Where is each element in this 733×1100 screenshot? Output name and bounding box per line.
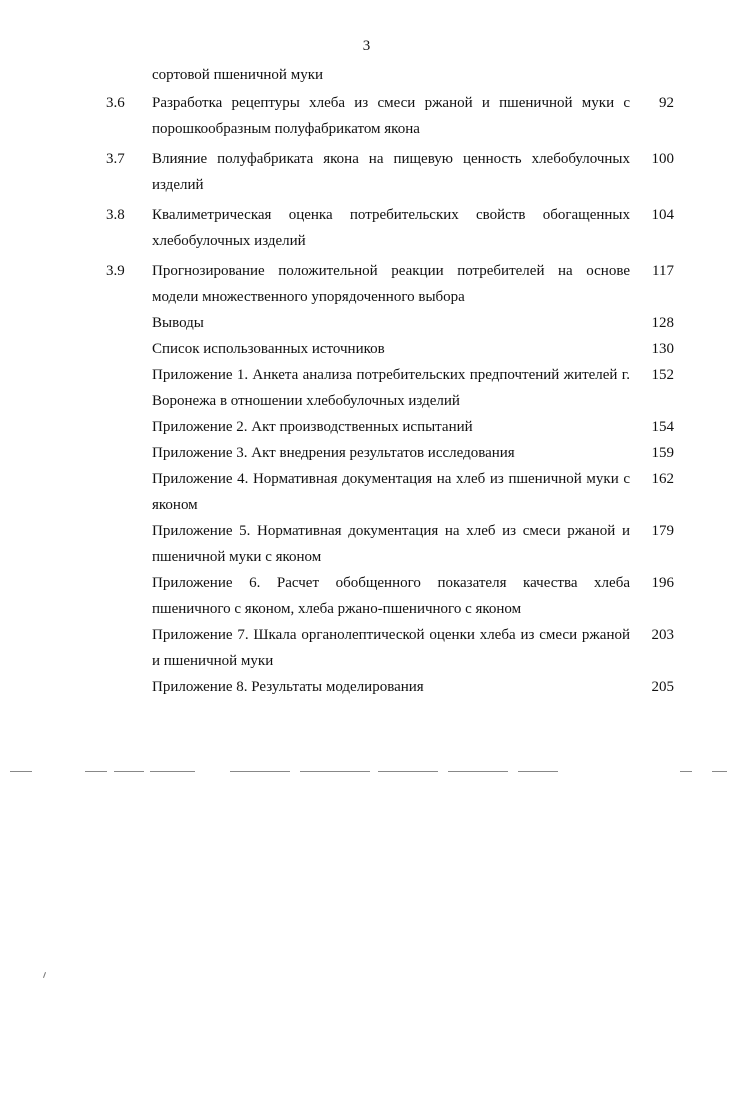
toc-entry-page: 130 [651, 341, 674, 357]
toc-entry-page: 100 [651, 151, 674, 167]
toc-entry-3-9 [0, 258, 733, 310]
toc-entry-3-7 [0, 146, 733, 198]
toc-entry-page: 152 [651, 367, 674, 383]
toc-entry-appendix-1 [0, 362, 733, 414]
toc-entry-number: 3.7 [106, 151, 125, 167]
toc-entry-title: сортовой пшеничной муки [152, 67, 324, 83]
toc-entry-page: 205 [651, 679, 674, 695]
scan-artifact-line [10, 771, 32, 772]
toc-entry-page: 117 [652, 263, 674, 279]
toc-entry-title: Приложение 5. Нормативная документация на хлеб из смеси ржаной и пшеничной муки с яконом [152, 523, 630, 565]
toc-continuation [0, 62, 733, 88]
toc-entry-number: 3.8 [106, 207, 125, 223]
scan-artifact-line [712, 771, 727, 772]
toc-entry-title: Выводы [152, 315, 204, 331]
toc-entry-3-6 [0, 90, 733, 142]
toc-entry-title: Разработка рецептуры хлеба из смеси ржаной и пшеничной муки с порошкообразным полуфабрикатом якона [152, 95, 630, 137]
toc-entry-page: 196 [651, 575, 674, 591]
page-number: 3 [362, 38, 371, 54]
toc-entry-appendix-8 [0, 674, 733, 700]
toc-entry-appendix-3 [0, 440, 733, 466]
toc-entry-title: Квалиметрическая оценка потребительских свойств обогащенных хлебобулочных изделий [152, 207, 630, 249]
toc-entry-title: Приложение 8. Результаты моделирования [152, 679, 424, 695]
scan-artifact-line [448, 771, 508, 772]
scan-artifact-line [680, 771, 692, 772]
scan-artifact-line [300, 771, 370, 772]
toc-entry-page: 203 [651, 627, 674, 643]
toc-entry-appendix-5 [0, 518, 733, 570]
toc-entry-number: 3.6 [106, 95, 125, 111]
scan-artifact-speck [43, 972, 46, 978]
scan-artifact-line [378, 771, 438, 772]
toc-entry-number: 3.9 [106, 263, 125, 279]
toc-entry-title: Приложение 4. Нормативная документация на хлеб из пшеничной муки с яконом [152, 471, 630, 513]
toc-entry-page: 154 [651, 419, 674, 435]
scan-artifact-line [518, 771, 558, 772]
toc-entry-references [0, 336, 733, 362]
toc-entry-title: Приложение 2. Акт производственных испытаний [152, 419, 473, 435]
toc-entry-page: 92 [659, 95, 674, 111]
toc-entry-title: Приложение 7. Шкала органолептической оценки хлеба из смеси ржаной и пшеничной муки [152, 627, 630, 669]
toc-entry-3-8 [0, 202, 733, 254]
scan-artifact-line [85, 771, 107, 772]
toc-entry-title: Приложение 3. Акт внедрения результатов исследования [152, 445, 515, 461]
toc-entry-title: Влияние полуфабриката якона на пищевую ценность хлебобулочных изделий [152, 151, 630, 193]
toc-entry-conclusions [0, 310, 733, 336]
scan-artifact-line [114, 771, 144, 772]
toc-entry-appendix-2 [0, 414, 733, 440]
toc-entry-page: 128 [651, 315, 674, 331]
toc-entry-title: Приложение 1. Анкета анализа потребительских предпочтений жителей г. Воронежа в отношении хлебобулочных изделий [152, 367, 630, 409]
toc-entry-page: 162 [651, 471, 674, 487]
toc-entry-appendix-4 [0, 466, 733, 518]
toc-entry-appendix-6 [0, 570, 733, 622]
scan-artifact-line [230, 771, 290, 772]
toc-entry-title: Прогнозирование положительной реакции потребителей на основе модели множественного упорядоченного выбора [152, 263, 630, 305]
toc-entry-page: 159 [651, 445, 674, 461]
toc-entry-title: Список использованных источников [152, 341, 385, 357]
table-of-contents [0, 62, 733, 700]
toc-entry-page: 179 [651, 523, 674, 539]
toc-entry-title: Приложение 6. Расчет обобщенного показателя качества хлеба пшеничного с яконом, хлеба ржано-пшеничного с яконом [152, 575, 630, 617]
toc-entry-appendix-7 [0, 622, 733, 674]
toc-entry-page: 104 [651, 207, 674, 223]
scan-artifact-line [150, 771, 195, 772]
